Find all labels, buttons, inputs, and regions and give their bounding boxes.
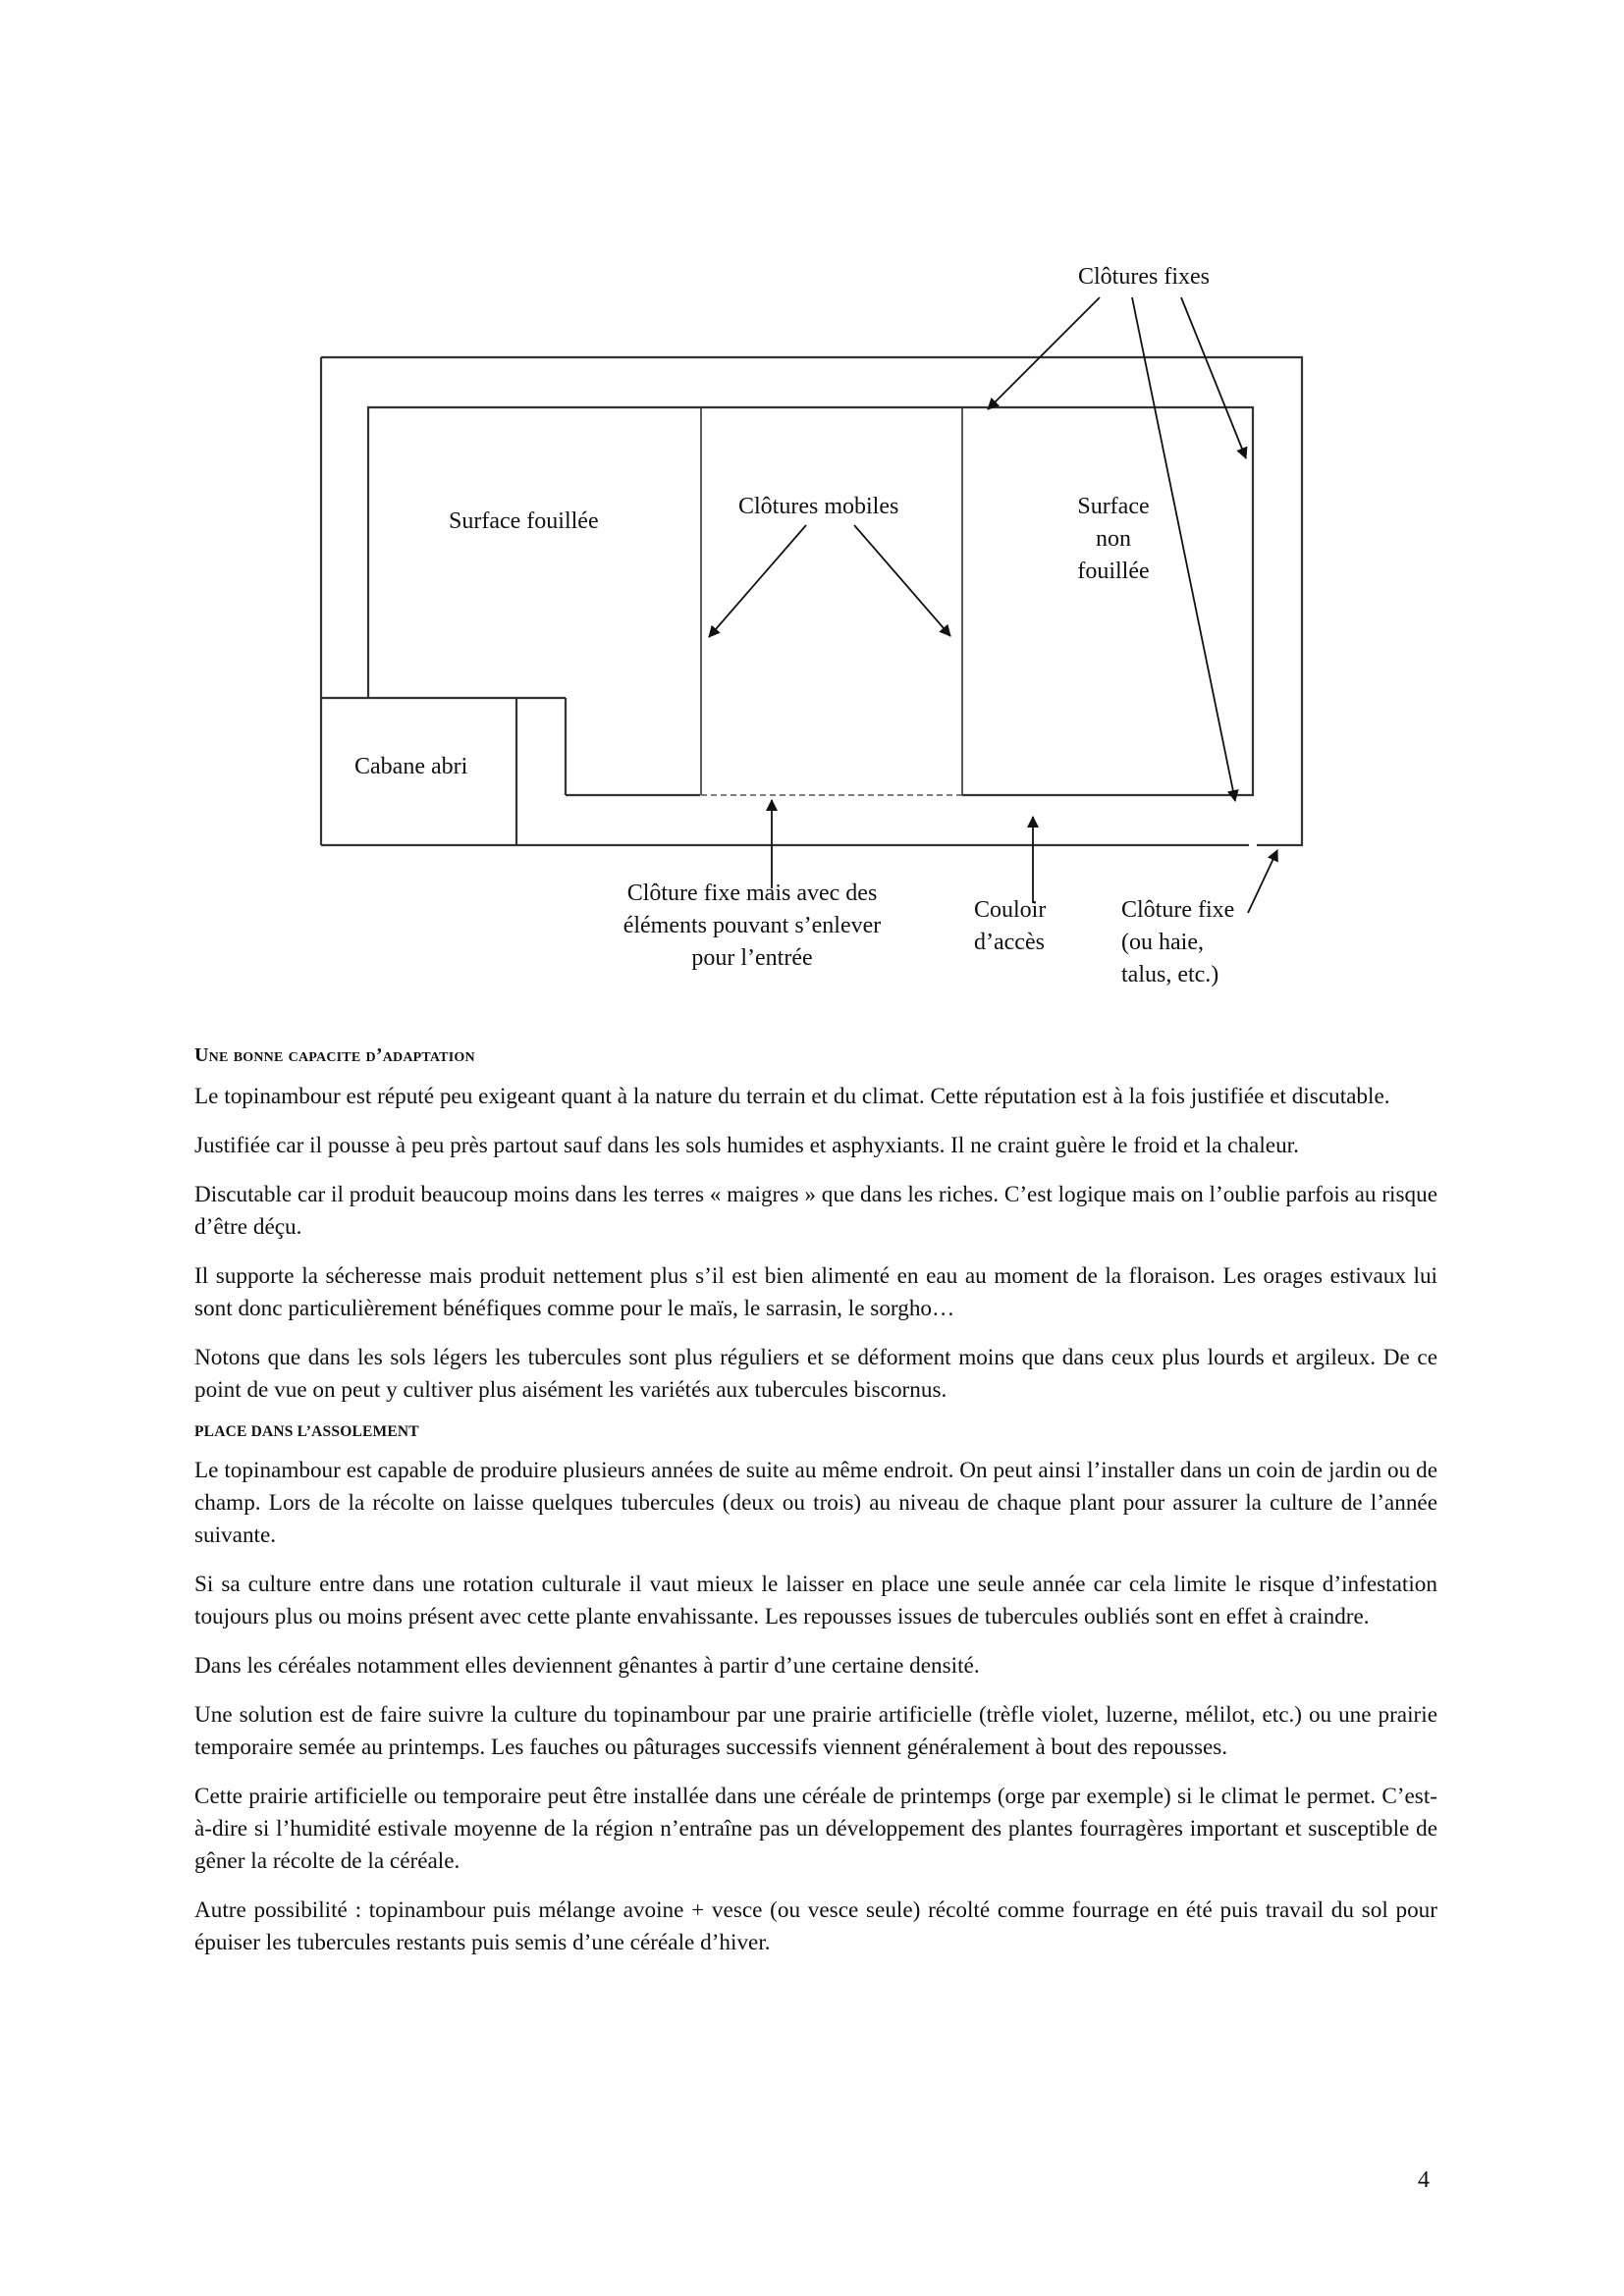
- paragraph: Cette prairie artificielle ou temporaire peut être installée dans une céréale de printemps (orge par exemple) si le climat le permet. C’est-à-dire si l’humidité estivale moyenne de la région n’entraîne pas un développement des plantes fourragères important et susceptible de gêner la récolte de la céréale.: [194, 1784, 1437, 1874]
- label-line: éléments pouvant s’enlever: [623, 913, 882, 938]
- label-line: d’accès: [974, 930, 1045, 955]
- section-heading: Une bonne capacite d’adaptation: [194, 1044, 475, 1066]
- label-line: talus, etc.): [1121, 962, 1219, 988]
- section-heading: PLACE DANS L’ASSOLEMENT: [194, 1423, 419, 1440]
- label-cloture-fixe-haie: [1121, 894, 1234, 991]
- paragraph: Dans les céréales notamment elles deviennent gênantes à partir d’une certaine densité.: [194, 1653, 980, 1679]
- arrow-mobiles-2: [854, 525, 950, 636]
- section-assolement: [194, 1423, 1437, 1959]
- paragraph: Discutable car il produit beaucoup moins dans les terres « maigres » que dans les riches. C’est logique mais on l’oublie parfois au risque d’être déçu.: [194, 1182, 1437, 1240]
- label-clotures-mobiles: Clôtures mobiles: [738, 494, 899, 519]
- paragraph: Le topinambour est capable de produire plusieurs années de suite au même endroit. On peut ainsi l’installer dans un coin de jardin ou de champ. Lors de la récolte on laisse quelques tubercules (deux ou trois) au niveau de chaque plant pour assurer la culture de l’année suivante.: [194, 1458, 1437, 1548]
- label-line: (ou haie,: [1121, 930, 1204, 955]
- paragraph: Notons que dans les sols légers les tubercules sont plus réguliers et se déforment moins que dans ceux plus lourds et argileux. De ce point de vue on peut y cultiver plus aisément les variétés aux tubercules biscornus.: [194, 1345, 1437, 1403]
- label-surface-fouillee: Surface fouillée: [449, 508, 599, 534]
- label-line: pour l’entrée: [691, 945, 813, 971]
- arrow-mobiles-1: [709, 525, 806, 637]
- paragraph: Il supporte la sécheresse mais produit nettement plus s’il est bien alimenté en eau au moment de la floraison. Les orages estivaux lui sont donc particulièrement bénéfiques comme pour le maïs, le sarrasin, le sorgho…: [194, 1263, 1437, 1321]
- label-line: fouillée: [1077, 559, 1150, 584]
- label-cabane-abri: Cabane abri: [354, 754, 468, 779]
- label-surface-non-fouillee: [1064, 491, 1163, 588]
- label-clotures-fixes: Clôtures fixes: [1078, 264, 1210, 290]
- section-adaptation: [194, 1044, 1437, 1407]
- document-body: [194, 1044, 1437, 1976]
- paragraph: Si sa culture entre dans une rotation culturale il vaut mieux le laisser en place une seule année car cela limite le risque d’infestation toujours plus ou moins présent avec cette plante envahissante. Les repousses issues de tubercules oubliés sont en effet à craindre.: [194, 1572, 1437, 1629]
- garden-layout-diagram: [0, 0, 1624, 1001]
- label-line: Clôture fixe: [1121, 897, 1235, 923]
- label-cloture-entree: [585, 878, 919, 975]
- inner-fence: [368, 407, 1253, 795]
- label-line: non: [1096, 526, 1131, 552]
- label-line: Surface: [1077, 494, 1150, 519]
- paragraph: Une solution est de faire suivre la culture du topinambour par une prairie artificielle (trèfle violet, luzerne, mélilot, etc.) ou une prairie temporaire semée au printemps. Les fauches ou pâturages successifs viennent généralement à bout des repousses.: [194, 1702, 1437, 1760]
- arrow-fixes-1: [988, 297, 1100, 409]
- page-number: 4: [1418, 2167, 1430, 2193]
- paragraph: Autre possibilité : topinambour puis mélange avoine + vesce (ou vesce seule) récolté comme fourrage en été puis travail du sol pour épuiser les tubercules restants puis semis d’une céréale d’hiver.: [194, 1897, 1437, 1955]
- label-couloir-acces: [974, 894, 1046, 959]
- arrow-fixes-3: [1181, 297, 1246, 458]
- paragraph: Le topinambour est réputé peu exigeant quant à la nature du terrain et du climat. Cette réputation est à la fois justifiée et discutable.: [194, 1084, 1390, 1109]
- label-line: Clôture fixe mais avec des: [626, 881, 878, 906]
- label-line: Couloir: [974, 897, 1047, 923]
- outer-fence: [321, 357, 1302, 845]
- paragraph: Justifiée car il pousse à peu près partout sauf dans les sols humides et asphyxiants. Il ne craint guère le froid et la chaleur.: [194, 1133, 1299, 1158]
- arrow-haie: [1248, 850, 1277, 913]
